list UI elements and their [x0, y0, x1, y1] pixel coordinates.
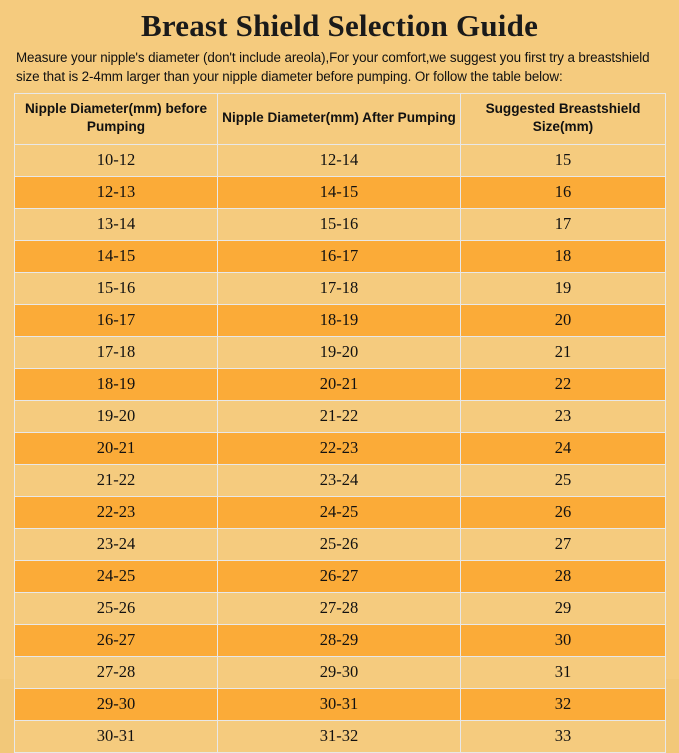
table-cell: 33: [461, 720, 666, 752]
table-row: [15, 336, 666, 368]
table-cell: 12-13: [15, 176, 218, 208]
table-cell: 16-17: [15, 304, 218, 336]
table-cell: 28: [461, 560, 666, 592]
table-cell: 21-22: [15, 464, 218, 496]
table-cell: 25-26: [218, 528, 461, 560]
table-cell: 16-17: [218, 240, 461, 272]
table-cell: 26-27: [15, 624, 218, 656]
table-cell: 17-18: [15, 336, 218, 368]
table-row: [15, 624, 666, 656]
table-cell: 25-26: [15, 592, 218, 624]
table-header-row: [15, 94, 666, 145]
table-row: [15, 400, 666, 432]
table-cell: 20-21: [218, 368, 461, 400]
table-cell: 12-14: [218, 144, 461, 176]
table-cell: 17-18: [218, 272, 461, 304]
table-cell: 23: [461, 400, 666, 432]
table-cell: 24-25: [218, 496, 461, 528]
table-row: [15, 720, 666, 752]
table-cell: 23-24: [15, 528, 218, 560]
table-cell: 23-24: [218, 464, 461, 496]
table-cell: 31-32: [218, 720, 461, 752]
table-cell: 27-28: [15, 656, 218, 688]
table-cell: 22: [461, 368, 666, 400]
table-cell: 18-19: [15, 368, 218, 400]
table-cell: 29-30: [15, 688, 218, 720]
table-row: [15, 368, 666, 400]
table-body: [15, 144, 666, 752]
table-cell: 31: [461, 656, 666, 688]
column-header-suggested-size: Suggested Breastshield Size(mm): [461, 94, 666, 145]
table-cell: 19: [461, 272, 666, 304]
table-cell: 29: [461, 592, 666, 624]
table-cell: 14-15: [218, 176, 461, 208]
table-row: [15, 304, 666, 336]
table-cell: 22-23: [15, 496, 218, 528]
table-row: [15, 496, 666, 528]
column-header-nipple-before: Nipple Diameter(mm) before Pumping: [15, 94, 218, 145]
table-row: [15, 464, 666, 496]
table-row: [15, 144, 666, 176]
size-guide-table: [14, 93, 666, 753]
table-row: [15, 528, 666, 560]
table-cell: 26-27: [218, 560, 461, 592]
table-cell: 27-28: [218, 592, 461, 624]
table-cell: 13-14: [15, 208, 218, 240]
table-row: [15, 592, 666, 624]
table-cell: 20: [461, 304, 666, 336]
table-row: [15, 560, 666, 592]
intro-paragraph: Measure your nipple's diameter (don't include areola),For your comfort,we suggest you first try a breastshield size that is 2-4mm larger than your nipple diameter before pumping. Or follow the table below:: [16, 49, 650, 85]
table-cell: 17: [461, 208, 666, 240]
table-cell: 24-25: [15, 560, 218, 592]
table-row: [15, 688, 666, 720]
table-row: [15, 176, 666, 208]
column-header-nipple-after: Nipple Diameter(mm) After Pumping: [218, 94, 461, 145]
table-cell: 15-16: [218, 208, 461, 240]
table-cell: 18-19: [218, 304, 461, 336]
table-cell: 22-23: [218, 432, 461, 464]
table-cell: 10-12: [15, 144, 218, 176]
table-cell: 25: [461, 464, 666, 496]
table-cell: 32: [461, 688, 666, 720]
table-cell: 19-20: [15, 400, 218, 432]
table-cell: 19-20: [218, 336, 461, 368]
table-cell: 15: [461, 144, 666, 176]
table-row: [15, 656, 666, 688]
table-cell: 24: [461, 432, 666, 464]
table-cell: 15-16: [15, 272, 218, 304]
table-cell: 26: [461, 496, 666, 528]
table-cell: 14-15: [15, 240, 218, 272]
table-cell: 20-21: [15, 432, 218, 464]
table-row: [15, 240, 666, 272]
table-cell: 30: [461, 624, 666, 656]
table-cell: 16: [461, 176, 666, 208]
table-cell: 18: [461, 240, 666, 272]
table-header: [15, 94, 666, 145]
table-cell: 29-30: [218, 656, 461, 688]
table-cell: 30-31: [15, 720, 218, 752]
table-cell: 21: [461, 336, 666, 368]
page-title: Breast Shield Selection Guide: [140, 8, 539, 43]
table-row: [15, 272, 666, 304]
table-row: [15, 432, 666, 464]
table-cell: 28-29: [218, 624, 461, 656]
table-cell: 21-22: [218, 400, 461, 432]
table-cell: 30-31: [218, 688, 461, 720]
table-cell: 27: [461, 528, 666, 560]
table-row: [15, 208, 666, 240]
